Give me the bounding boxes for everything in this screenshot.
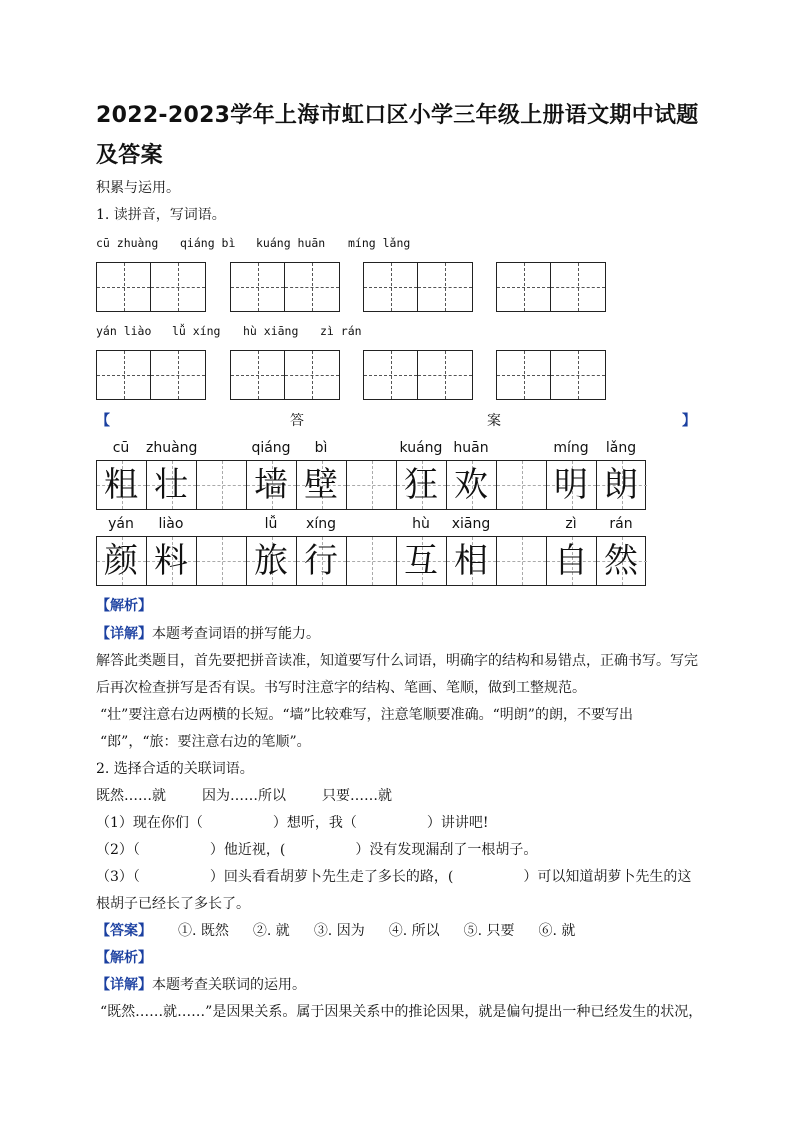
answer-character: 料 (154, 541, 188, 581)
detail-line (96, 624, 320, 644)
answer-tag: 【答案】 (96, 923, 152, 939)
body-line: “既然……就……”是因果关系。属于因果关系中的推论因果，就是偏句提出一种已经发生的状况， (100, 1004, 703, 1020)
grid-cell (347, 537, 397, 585)
options-line (96, 786, 392, 806)
body-line: “郎”，“旅：要注意右边的笔顺”。 (100, 734, 311, 750)
body-line: “壮”要注意右边两横的长短。“墙”比较难写，注意笔顺要准确。“明朗”的朗，不要写出 (100, 707, 633, 723)
answer-pinyin: hù (412, 516, 430, 532)
writing-grid[interactable] (363, 262, 473, 312)
answer-pinyin: xíng (306, 516, 336, 532)
pinyin-label: yán liào (96, 324, 152, 338)
pinyin-label: hù xiāng (243, 324, 299, 338)
grid-cell (347, 461, 397, 509)
answer-label-1: 答 (290, 413, 304, 429)
answer-pinyin: xiāng (451, 516, 491, 532)
q2-item: （1）现在你们（ ）想听，我（ ）讲讲吧! (96, 815, 489, 831)
grid-cell (497, 537, 547, 585)
q2-item: 根胡子已经长了多长了。 (96, 896, 250, 912)
pinyin-label: zì rán (320, 324, 362, 338)
section-heading: 积累与运用。 (96, 180, 180, 196)
body-line: 后再次检查拼写是否有误。书写时注意字的结构、笔画、笔顺，做到工整规范。 (96, 680, 586, 696)
answer-character: 行 (304, 541, 338, 581)
answer-pinyin: lǎng (605, 440, 637, 456)
option: 因为……所以 (202, 788, 286, 804)
grid-cell (497, 461, 547, 509)
answer-character: 然 (604, 541, 638, 581)
answer-pinyin: lǚ (264, 516, 278, 532)
answer-character: 互 (404, 541, 438, 581)
pinyin-label: lǚ xíng (172, 324, 221, 338)
analysis-tag: 【解析】 (96, 598, 152, 614)
answer-character: 狂 (404, 465, 438, 505)
option: 只要……就 (322, 788, 392, 804)
detail-tag: 【详解】 (96, 626, 152, 642)
q2-item: （2）（ ）他近视，( ）没有发现漏刮了一根胡子。 (96, 842, 538, 858)
body-line: 解答此类题目，首先要把拼音读准，知道要写什么词语，明确字的结构和易错点，正确书写。写完 (96, 653, 698, 669)
answer-character: 粗 (104, 465, 138, 505)
answer-character: 明 (554, 465, 588, 505)
answer-item: ⑤. 只要 (463, 923, 515, 939)
answer-pinyin: zhuàng (146, 440, 198, 456)
answer-pinyin: zì (565, 516, 577, 532)
writing-grid[interactable] (96, 262, 206, 312)
answer-character: 自 (554, 541, 588, 581)
answer-character: 欢 (454, 465, 488, 505)
pinyin-label: cū zhuàng (96, 236, 159, 250)
detail-text: 本题考查词语的拼写能力。 (152, 626, 320, 642)
answer-character: 墙 (254, 465, 288, 505)
grid-cell (197, 461, 247, 509)
detail-tag: 【详解】 (96, 977, 152, 993)
answer-pinyin: rán (609, 516, 633, 532)
answer-item: ②. 就 (252, 923, 290, 939)
answer-item: ④. 所以 (388, 923, 440, 939)
answer-pinyin: bì (314, 440, 328, 456)
question-2-prompt: 2. 选择合适的关联词语。 (96, 761, 254, 777)
answer-pinyin: cū (112, 440, 130, 456)
writing-grid[interactable] (496, 262, 606, 312)
answer-character: 相 (454, 541, 488, 581)
analysis-tag: 【解析】 (96, 950, 152, 966)
detail-text: 本题考查关联词的运用。 (152, 977, 306, 993)
answer-pinyin: kuáng (399, 440, 443, 456)
answer-bracket-right: 】 (682, 413, 696, 429)
answer-label-2: 案 (487, 413, 501, 429)
page-title: 2022-2023学年上海市虹口区小学三年级上册语文期中试题及答案 (96, 103, 699, 168)
answer-item: ⑥. 就 (538, 923, 576, 939)
answer-character: 壮 (154, 465, 188, 505)
question-1-prompt: 1. 读拼音，写词语。 (96, 207, 226, 223)
answer-character: 颜 (104, 541, 138, 581)
pinyin-label: míng lǎng (348, 236, 411, 250)
writing-grid[interactable] (496, 350, 606, 400)
answer-pinyin: huān (453, 440, 489, 456)
pinyin-label: kuáng huān (256, 236, 326, 250)
answer-character: 朗 (604, 465, 638, 505)
answer-character: 旅 (254, 541, 288, 581)
answer-character: 壁 (304, 465, 338, 505)
answer-bracket-left: 【 (96, 413, 110, 429)
writing-grid[interactable] (96, 350, 206, 400)
writing-grid[interactable] (230, 262, 340, 312)
answer-pinyin: liào (158, 516, 184, 532)
answer-item: ③. 因为 (313, 923, 365, 939)
writing-grid[interactable] (230, 350, 340, 400)
option: 既然……就 (96, 788, 166, 804)
answer-line (96, 921, 575, 941)
answer-pinyin: yán (108, 516, 134, 532)
writing-grid[interactable] (363, 350, 473, 400)
answer-pinyin: qiáng (251, 440, 291, 456)
q2-item: （3）（ ）回头看看胡萝卜先生走了多长的路，( ）可以知道胡萝卜先生的这 (96, 869, 692, 885)
grid-cell (197, 537, 247, 585)
detail-line (96, 975, 306, 995)
pinyin-label: qiáng bì (180, 236, 236, 250)
answer-item: ①. 既然 (178, 923, 229, 939)
answer-pinyin: míng (553, 440, 589, 456)
